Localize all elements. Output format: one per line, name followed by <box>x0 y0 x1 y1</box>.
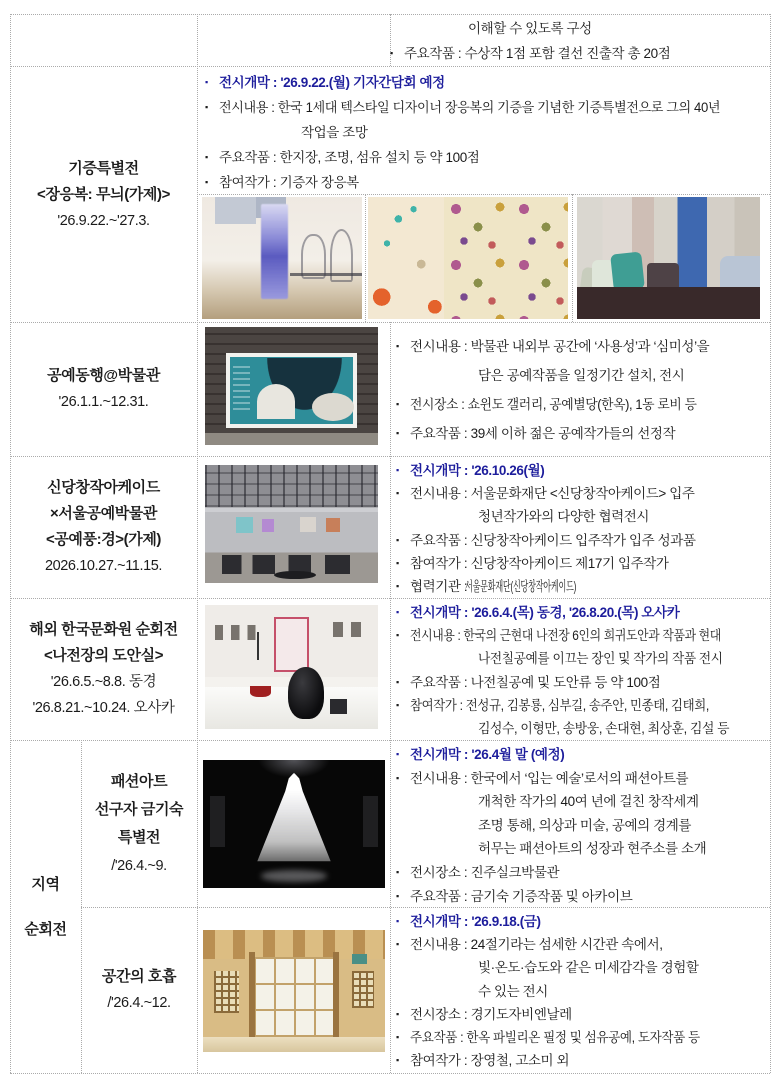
bullet-continuation <box>396 956 768 979</box>
photo-hanok-pavilion <box>203 930 385 1052</box>
bullet-marker: ▪ <box>396 557 399 568</box>
bullet-line <box>396 694 768 717</box>
bullet-marker: ▪ <box>396 1055 399 1066</box>
bullet-line <box>396 624 768 647</box>
row-bullets-craft-companion <box>396 332 768 452</box>
exhibition-title-line: ×서울공예박물관 <box>50 505 157 522</box>
photo-white-dress-dark-room <box>203 760 385 888</box>
bullet-text: 주요작품 : 39세 이하 젊은 공예작가들의 선정작 <box>410 426 676 441</box>
bullet-text: 전시개막 : '26.4월 말 (예정) <box>410 747 565 762</box>
exhibition-title-line: <장응복: 무늬(가제)> <box>37 185 170 203</box>
photo-detail <box>333 952 339 1042</box>
bullet-marker: ▪ <box>396 428 399 438</box>
photo-detail <box>577 287 760 319</box>
bullet-line-opening-date <box>396 910 768 933</box>
bullet-text: 참여작가 : 장영철, 고소미 외 <box>410 1053 570 1069</box>
bullet-text: 전시내용 : 24절기라는 섬세한 시간관 속에서, <box>410 937 663 953</box>
photo-detail <box>250 773 337 865</box>
bullet-text: 전시내용 : 한국 1세대 텍스타일 디자이너 장응복의 기증을 기념한 기증특별전으로 그의 40년 <box>219 100 721 115</box>
exhibition-title-line: 기증특별전 <box>68 159 139 177</box>
bullet-continuation <box>396 647 768 670</box>
photo-wallpaper-room <box>577 197 760 319</box>
exhibition-title-line: 해외 한국문화원 순회전 <box>29 621 178 638</box>
carryover-wrap-line: 이해할 수 있도록 구성 <box>468 21 592 36</box>
exhibition-date: '26.6.5.~8.8. 동경 <box>50 674 157 690</box>
bullet-line <box>396 552 768 575</box>
exhibition-title-line: 공간의 호흡 <box>101 968 177 985</box>
bullet-marker: ▪ <box>396 341 399 351</box>
bullet-text: 수 있는 전시 <box>478 983 548 999</box>
bullet-text: 조명 통해, 의상과 미술, 공예의 경계를 <box>478 817 692 833</box>
exhibition-date: '26.1.1.~12.31. <box>58 394 149 410</box>
bullet-marker: ▪ <box>396 399 399 409</box>
photo-detail <box>274 571 316 579</box>
bullet-continuation <box>205 120 765 145</box>
photo-detail <box>368 197 444 319</box>
bullet-marker: ▪ <box>396 772 399 783</box>
bullet-line-opening-date <box>205 70 765 95</box>
bullet-line <box>390 41 768 66</box>
bullet-line <box>396 1003 768 1026</box>
bullet-text: 전시개막 : '26.9.18.(금) <box>410 914 541 929</box>
exhibition-date: '26.9.22.~'27.3. <box>57 212 150 229</box>
bullet-marker: ▪ <box>390 48 393 58</box>
bullet-marker: ▪ <box>396 916 399 926</box>
photo-detail <box>236 517 253 534</box>
bullet-marker: ▪ <box>396 1008 399 1019</box>
bullet-line <box>396 529 768 552</box>
bullet-text: 전시개막 : '26.9.22.(월) 기자간담회 예정 <box>219 75 445 90</box>
photo-detail <box>326 518 340 532</box>
grid-line <box>770 14 771 1073</box>
bullet-marker: ▪ <box>396 581 399 592</box>
exhibition-date: /'26.4.~12. <box>107 995 171 1011</box>
bullet-text-squeezed: 서울문화재단(신당창작아케이드) <box>465 579 577 595</box>
group-label-line: 지역 <box>31 875 60 893</box>
bullet-marker: ▪ <box>396 939 399 950</box>
bullet-line <box>396 933 768 956</box>
bullet-line <box>205 95 765 120</box>
bullet-line <box>396 390 768 419</box>
bullet-text: 전시내용 : 서울문화재단 <신당창작아케이드> 입주 <box>410 486 695 502</box>
bullet-text: 주요작품 : 수상작 1점 포함 결선 진출작 총 20점 <box>404 46 671 61</box>
bullet-continuation <box>396 837 768 861</box>
bullet-marker: ▪ <box>396 607 399 617</box>
row-bullets-sindang-arcade <box>396 459 768 595</box>
bullet-text: 청년작가와의 다양한 협력전시 <box>478 509 650 525</box>
photo-detail <box>312 393 354 421</box>
photo-detail <box>214 971 239 1012</box>
bullet-line <box>205 145 765 170</box>
photo-detail <box>352 971 374 1008</box>
bullet-marker: ▪ <box>396 488 399 499</box>
photo-detail <box>444 197 568 319</box>
bullet-marker: ▪ <box>396 465 399 475</box>
bullet-line <box>396 885 768 909</box>
exhibition-title-line: <나전장의 도안실> <box>43 647 164 664</box>
bullet-text: 협력기관 : <box>410 579 468 595</box>
bullet-text: 전시개막 : '26.10.26(월) <box>410 463 545 478</box>
bullet-marker: ▪ <box>396 676 399 687</box>
carryover-bullets <box>390 41 768 66</box>
row-bullets-breath-of-space <box>396 910 768 1070</box>
exhibition-title-line: 신당창작아케이드 <box>47 479 160 496</box>
photo-textile-gallery-interior <box>202 197 362 319</box>
photo-detail <box>610 252 645 292</box>
photo-detail <box>205 433 378 445</box>
bullet-text: 빛·온도·습도와 같은 미세감각을 경험할 <box>478 960 699 976</box>
bullet-marker: ▪ <box>396 890 399 901</box>
bullet-continuation <box>396 361 768 390</box>
exhibition-title-line: 공예동행@박물관 <box>47 367 160 384</box>
carryover-cell <box>390 16 768 66</box>
bullet-marker: ▪ <box>396 866 399 877</box>
bullet-text: 담은 공예작품을 일정기간 설치, 전시 <box>478 368 685 383</box>
bullet-text: 주요작품 : 신당창작아케이드 입주작가 입주 성과품 <box>410 532 696 548</box>
row-bullets-donation-special <box>205 70 765 194</box>
photo-detail <box>210 796 225 847</box>
photo-arcade-gallery <box>205 465 378 583</box>
grid-line <box>365 194 366 322</box>
photo-lacquer-gallery <box>205 605 378 729</box>
photo-detail <box>261 870 327 882</box>
bullet-marker: ▪ <box>205 102 208 112</box>
exhibition-date: /'26.4.~9. <box>111 857 167 874</box>
photo-detail <box>257 632 259 659</box>
photo-detail <box>205 465 378 507</box>
photo-textile-pattern-samples <box>368 197 568 319</box>
bullet-text: 주요작품 : 나전칠공예 및 도안류 등 약 100점 <box>410 674 661 690</box>
bullet-continuation <box>396 814 768 838</box>
bullet-text: 전시장소 : 진주실크박물관 <box>410 864 560 880</box>
bullet-line <box>396 767 768 791</box>
exhibition-title-line: 특별전 <box>117 828 161 846</box>
bullet-marker: ▪ <box>396 699 399 710</box>
row-title-donation-special <box>10 67 197 322</box>
bullet-text: 허무는 패션아트의 성장과 현주소를 소개 <box>478 841 707 857</box>
bullet-line <box>396 332 768 361</box>
bullet-line <box>396 482 768 505</box>
row-title-breath-of-space <box>81 907 197 1073</box>
photo-detail <box>215 625 260 640</box>
bullet-text: 작업을 조망 <box>301 125 368 140</box>
bullet-continuation <box>396 717 768 740</box>
bullet-text: 전시개막 : '26.6.4.(목) 동경, '26.8.20.(목) 오사카 <box>410 605 680 620</box>
photo-detail <box>262 519 274 532</box>
bullet-line <box>396 861 768 885</box>
bullet-line <box>205 170 765 195</box>
photo-detail <box>257 384 295 419</box>
grid-line <box>10 1073 770 1074</box>
bullet-line-opening-date <box>396 601 768 624</box>
row-bullets-overseas-kcc <box>396 601 768 737</box>
bullet-text: 개척한 작가의 40여 년에 걸친 창작세계 <box>478 794 699 810</box>
photo-detail <box>363 796 378 847</box>
bullet-marker: ▪ <box>396 630 399 641</box>
bullet-line <box>396 1049 768 1072</box>
bullet-text: 주요작품 : 한지장, 조명, 섬유 설치 등 약 100점 <box>219 150 480 165</box>
group-label-regional-tour <box>10 740 81 1073</box>
bullet-marker: ▪ <box>205 177 208 187</box>
bullet-marker: ▪ <box>205 152 208 162</box>
grid-line <box>390 322 391 1073</box>
row-bullets-fashion-art <box>396 743 768 903</box>
photo-detail <box>261 204 288 299</box>
grid-line <box>572 194 573 322</box>
photo-brick-show-window <box>205 327 378 445</box>
photo-detail <box>215 197 257 224</box>
photo-detail <box>333 622 368 637</box>
row-title-overseas-kcc <box>10 598 197 740</box>
bullet-text: 주요작품 : 금기숙 기증작품 및 아카이브 <box>410 888 633 904</box>
photo-detail <box>290 273 362 276</box>
bullet-text: 전시내용 : 박물관 내외부 공간에 ‘사용성’과 ‘심미성’을 <box>410 339 710 354</box>
bullet-line <box>396 1026 768 1049</box>
bullet-marker: ▪ <box>396 1032 399 1043</box>
bullet-text: 전시장소 : 쇼윈도 갤러리, 공예별당(한옥), 1동 로비 등 <box>410 397 697 412</box>
bullet-text: 나전칠공예를 이끄는 장인 및 작가의 작품 전시 <box>478 651 723 667</box>
photo-detail <box>254 957 334 1038</box>
row-title-sindang-arcade <box>10 456 197 598</box>
group-label-line: 순회전 <box>24 920 67 938</box>
row-title-fashion-art <box>81 740 197 907</box>
bullet-continuation <box>396 980 768 1003</box>
photo-detail <box>288 667 324 719</box>
exhibition-title-line: 선구자 금기숙 <box>94 800 184 818</box>
exhibition-title-line: <공예풍:경>(가제) <box>45 531 162 548</box>
photo-detail <box>330 699 347 714</box>
bullet-text: 전시장소 : 경기도자비엔날레 <box>410 1006 572 1022</box>
bullet-continuation <box>396 505 768 528</box>
exhibition-date: '26.8.21.~10.24. 오사카 <box>32 700 175 716</box>
bullet-text: 전시내용 : 한국에서 ‘입는 예술’로서의 패션아트를 <box>410 770 689 786</box>
bullet-line <box>396 575 768 598</box>
bullet-line <box>396 671 768 694</box>
photo-detail <box>250 686 271 697</box>
photo-detail <box>274 617 309 672</box>
bullet-text: 주요작품 : 한옥 파빌리온 필정 및 섬유공예, 도자작품 등 <box>410 1030 700 1046</box>
bullet-line-opening-date <box>396 743 768 767</box>
bullet-line <box>396 419 768 448</box>
bullet-marker: ▪ <box>396 749 399 759</box>
bullet-line-opening-date <box>396 459 768 482</box>
bullet-text: 참여작가 : 신당창작아케이드 제17기 입주작가 <box>410 555 669 571</box>
photo-detail <box>249 952 255 1042</box>
row-title-craft-companion <box>10 322 197 456</box>
photo-detail <box>352 954 367 964</box>
bullet-marker: ▪ <box>205 77 208 87</box>
bullet-text: 참여작가 : 기증자 장응복 <box>219 175 359 190</box>
photo-detail <box>203 1037 385 1052</box>
photo-detail <box>233 362 250 409</box>
exhibition-date: 2026.10.27.~11.15. <box>44 558 163 574</box>
bullet-text: 전시내용 : 한국의 근현대 나전장 6인의 희귀도안과 작품과 현대 <box>410 628 721 644</box>
grid-line <box>197 14 198 1073</box>
exhibition-title-line: 패션아트 <box>110 772 168 790</box>
bullet-marker: ▪ <box>396 534 399 545</box>
bullet-text: 참여작가 : 전성규, 김봉룡, 심부길, 송주안, 민종태, 김태희, <box>410 697 710 713</box>
bullet-continuation <box>396 790 768 814</box>
photo-detail <box>300 517 316 532</box>
bullet-text: 김성수, 이형만, 송방웅, 손대현, 최상훈, 김설 등 <box>478 721 730 737</box>
